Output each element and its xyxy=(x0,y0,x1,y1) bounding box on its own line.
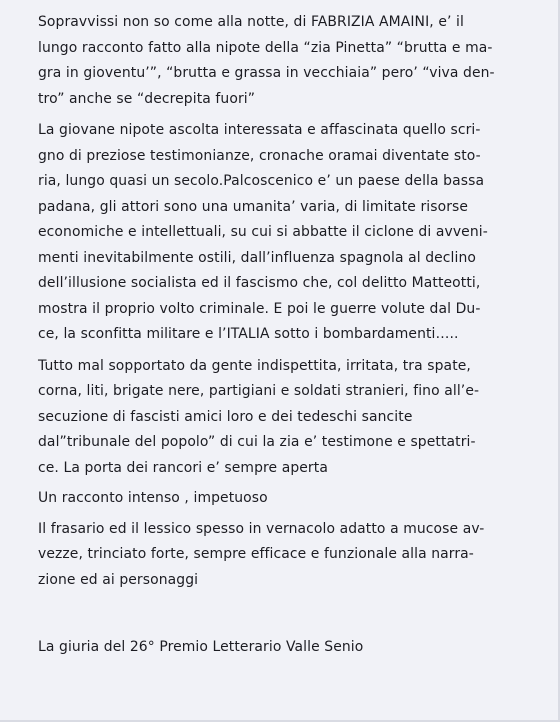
text-line: secuzione di fascisti amici loro e dei tedeschi sancite xyxy=(38,408,413,425)
jury-signature xyxy=(38,635,553,661)
text-line: La giovane nipote ascolta interessata e affascinata quello scri- xyxy=(38,122,481,138)
signature-line: La giuria del 26° Premio Letterario Valle Senio xyxy=(38,639,364,655)
text-line: tro” anche se “decrepita fuori” xyxy=(38,90,256,107)
text-line: economiche e intellettuali, su cui si abbatte il ciclone di avveni- xyxy=(38,224,488,240)
text-line: padana, gli attori sono una umanita’ varia, di limitate risorse xyxy=(38,198,469,215)
text-line: mostra il proprio volto criminale. E poi le guerre volute dal Du- xyxy=(38,300,481,317)
text-line: Un racconto intenso , impetuoso xyxy=(38,490,268,506)
text-line: vezze, trinciato forte, sempre efficace e funzionale alla narra- xyxy=(38,546,474,562)
paragraph-summary xyxy=(38,486,553,512)
text-line: corna, liti, brigate nere, partigiani e soldati stranieri, fino all’e- xyxy=(38,383,480,399)
text-line: ce. La porta dei rancori e’ sempre aperta xyxy=(38,459,328,476)
paragraph-plot xyxy=(38,118,553,348)
paragraph-intro xyxy=(38,10,553,112)
text-line: menti inevitabilmente ostili, dall’influenza spagnola al declino xyxy=(38,249,477,266)
text-line: lungo racconto fatto alla nipote della “zia Pinetta” “brutta e ma- xyxy=(38,39,493,56)
paragraph-war xyxy=(38,354,553,482)
text-line: gra in gioventu’”, “brutta e grassa in vecchiaia” pero’ “viva den- xyxy=(38,65,495,81)
text-line: zione ed ai personaggi xyxy=(38,571,199,588)
text-line: Tutto mal sopportato da gente indispettita, irritata, tra spate, xyxy=(38,357,471,374)
text-line: gno di preziose testimonianze, cronache oramai diventate sto- xyxy=(38,147,481,164)
text-line: Sopravvissi non so come alla notte, di FABRIZIA AMAINI, e’ il xyxy=(38,14,464,30)
text-line: dal”tribunale del popolo” di cui la zia e’ testimone e spettatri- xyxy=(38,434,476,450)
document-body xyxy=(38,10,553,661)
paragraph-style xyxy=(38,517,553,594)
text-line: dell’illusione socialista ed il fascismo che, col delitto Matteotti, xyxy=(38,275,481,291)
text-line: Il frasario ed il lessico spesso in vernacolo adatto a mucose av- xyxy=(38,520,485,537)
text-line: ria, lungo quasi un secolo.Palcoscenico e’ un paese della bassa xyxy=(38,173,485,189)
text-line: ce, la sconfitta militare e l’ITALIA sotto i bombardamenti….. xyxy=(38,326,459,342)
